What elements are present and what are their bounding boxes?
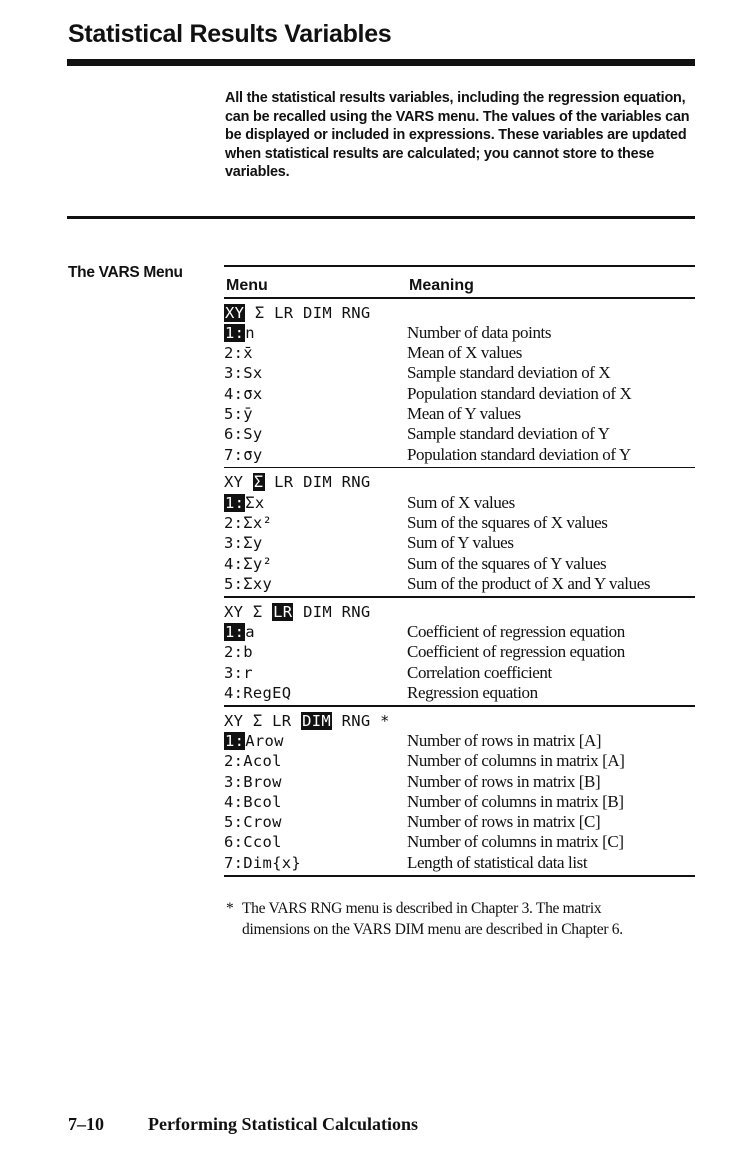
menu-bar-selected: DIM [302, 711, 331, 730]
item-number: 2: [224, 344, 244, 363]
footer-section: Performing Statistical Calculations [148, 1114, 418, 1134]
item-number: 1: [225, 622, 245, 641]
menu-item [224, 751, 407, 771]
item-number: 3: [224, 364, 244, 383]
item-number: 6: [224, 833, 244, 852]
table-row [224, 384, 695, 404]
section-rule [67, 216, 695, 219]
item-name: Sx [243, 364, 263, 383]
menu-item [224, 642, 407, 662]
page-title: Statistical Results Variables [68, 20, 392, 48]
item-meaning: Regression equation [407, 682, 538, 702]
table-row [224, 404, 695, 424]
item-number: 4: [224, 384, 244, 403]
intro-paragraph: All the statistical results variables, including the regression equation, can be recalled using the VARS menu. The values of the variables can be displayed or included in expressions. These variables are updated when statistical results are calculated; you cannot store to these variables. [225, 90, 690, 180]
table-row [224, 731, 695, 751]
menu-bar-text: Σ LR DIM RNG [245, 303, 371, 322]
item-meaning: Population standard deviation of X [407, 383, 632, 403]
table-header [224, 267, 695, 297]
item-name: Σxy [243, 574, 273, 593]
item-number: 4: [224, 792, 244, 811]
table-row [224, 622, 695, 642]
item-number: 4: [224, 683, 244, 702]
item-name: σx [243, 384, 263, 403]
table-row [224, 642, 695, 662]
page-number: 7–10 [68, 1114, 104, 1134]
footnote-line-1: The VARS RNG menu is described in Chapter 3. The matrix [242, 900, 602, 917]
item-name: ȳ [243, 404, 253, 423]
menu-group [224, 707, 695, 875]
menu-bar-label [224, 602, 407, 622]
menu-item [224, 323, 407, 343]
footnote-line-2: dimensions on the VARS DIM menu are described in Chapter 6. [242, 921, 623, 938]
item-name: RegEQ [243, 683, 292, 702]
item-name: Ccol [243, 833, 282, 852]
item-meaning: Sample standard deviation of Y [407, 424, 610, 444]
table-row [224, 493, 695, 513]
table-row [224, 574, 695, 594]
item-meaning: Correlation coefficient [407, 662, 552, 682]
item-name: b [243, 643, 253, 662]
item-meaning: Coefficient of regression equation [407, 642, 625, 662]
menu-bar [224, 602, 695, 622]
item-number: 1: [225, 493, 245, 512]
item-meaning: Number of columns in matrix [A] [407, 751, 625, 771]
menu-bar-text: DIM RNG [293, 602, 371, 621]
table-row [224, 533, 695, 553]
menu-item [224, 731, 407, 751]
item-meaning: Sum of the squares of Y values [407, 553, 607, 573]
menu-item [224, 384, 407, 404]
table-row [224, 792, 695, 812]
table-row [224, 663, 695, 683]
item-name: Sy [243, 425, 263, 444]
item-number: 3: [224, 663, 244, 682]
menu-item [224, 404, 407, 424]
title-rule [67, 59, 695, 66]
item-meaning: Sum of Y values [407, 533, 514, 553]
item-meaning: Number of rows in matrix [B] [407, 771, 601, 791]
item-number: 2: [224, 752, 244, 771]
item-number: 4: [224, 554, 244, 573]
menu-bar-text: XY [224, 473, 253, 492]
item-meaning: Length of statistical data list [407, 852, 588, 872]
menu-item [224, 772, 407, 792]
menu-group [224, 598, 695, 705]
menu-bar [224, 472, 695, 492]
table-row [224, 853, 695, 873]
item-number: 5: [224, 574, 244, 593]
menu-item [224, 554, 407, 574]
item-name: Acol [243, 752, 282, 771]
menu-bar-selected: LR [273, 602, 293, 621]
item-name: σy [243, 445, 263, 464]
item-meaning: Coefficient of regression equation [407, 621, 625, 641]
item-meaning: Number of columns in matrix [C] [407, 832, 624, 852]
group-rule [224, 875, 695, 877]
menu-bar-text: XY Σ [224, 602, 273, 621]
menu-item [224, 792, 407, 812]
item-name: n [245, 323, 255, 342]
menu-item [224, 493, 407, 513]
menu-bar-selected: XY [225, 303, 245, 322]
menu-item [224, 812, 407, 832]
menu-bar-label [224, 711, 407, 731]
item-meaning: Sum of the squares of X values [407, 512, 608, 532]
menu-item [224, 832, 407, 852]
menu-group [224, 468, 695, 596]
item-meaning: Mean of Y values [407, 403, 521, 423]
header-meaning: Meaning [409, 276, 474, 294]
menu-bar [224, 303, 695, 323]
page-footer [68, 1114, 418, 1135]
table-row [224, 323, 695, 343]
item-number: 1: [225, 323, 245, 342]
table-row [224, 832, 695, 852]
item-meaning: Mean of X values [407, 343, 522, 363]
item-number: 2: [224, 643, 244, 662]
item-name: a [245, 622, 255, 641]
table-row [224, 554, 695, 574]
footnote [226, 898, 696, 940]
item-name: Arow [245, 731, 284, 750]
menu-item [224, 533, 407, 553]
menu-item [224, 574, 407, 594]
table-row [224, 424, 695, 444]
menu-item [224, 343, 407, 363]
table-row [224, 772, 695, 792]
item-name: Dim{x} [243, 853, 302, 872]
table-row [224, 812, 695, 832]
item-number: 5: [224, 813, 244, 832]
menu-item [224, 622, 407, 642]
table-row [224, 343, 695, 363]
item-name: Σy² [243, 554, 273, 573]
menu-bar-text: XY Σ LR [224, 711, 302, 730]
item-number: 6: [224, 425, 244, 444]
footnote-marker: * [226, 900, 234, 917]
item-name: Σy [243, 534, 263, 553]
table-row [224, 751, 695, 771]
menu-item [224, 663, 407, 683]
table-row [224, 683, 695, 703]
item-meaning: Sum of the product of X and Y values [407, 573, 651, 593]
item-name: r [243, 663, 253, 682]
menu-bar-label [224, 472, 407, 492]
table-body [224, 299, 695, 878]
section-label: The VARS Menu [68, 264, 183, 281]
item-number: 3: [224, 534, 244, 553]
item-number: 7: [224, 853, 244, 872]
menu-bar-text: LR DIM RNG [264, 473, 371, 492]
menu-bar-text: RNG * [331, 711, 390, 730]
item-number: 3: [224, 772, 244, 791]
menu-bar-label [224, 303, 407, 323]
menu-item [224, 683, 407, 703]
item-meaning: Number of columns in matrix [B] [407, 791, 624, 811]
vars-menu-table [224, 265, 695, 877]
item-number: 5: [224, 404, 244, 423]
item-name: Σx² [243, 513, 273, 532]
item-name: Bcol [243, 792, 282, 811]
table-row [224, 445, 695, 465]
item-name: Σx [245, 493, 265, 512]
item-name: Brow [243, 772, 282, 791]
menu-item [224, 363, 407, 383]
item-number: 7: [224, 445, 244, 464]
item-meaning: Number of rows in matrix [C] [407, 812, 601, 832]
item-meaning: Number of rows in matrix [A] [407, 730, 602, 750]
item-meaning: Sum of X values [407, 492, 515, 512]
item-meaning: Population standard deviation of Y [407, 444, 631, 464]
item-meaning: Sample standard deviation of X [407, 363, 611, 383]
item-number: 2: [224, 513, 244, 532]
table-row [224, 363, 695, 383]
menu-item [224, 445, 407, 465]
item-meaning: Number of data points [407, 322, 552, 342]
menu-bar-selected: Σ [253, 473, 264, 492]
item-name: x̄ [243, 344, 253, 363]
menu-item [224, 513, 407, 533]
item-name: Crow [243, 813, 282, 832]
menu-item [224, 424, 407, 444]
table-row [224, 513, 695, 533]
menu-group [224, 299, 695, 467]
menu-item [224, 853, 407, 873]
header-menu: Menu [226, 276, 268, 294]
item-number: 1: [225, 731, 245, 750]
menu-bar [224, 711, 695, 731]
